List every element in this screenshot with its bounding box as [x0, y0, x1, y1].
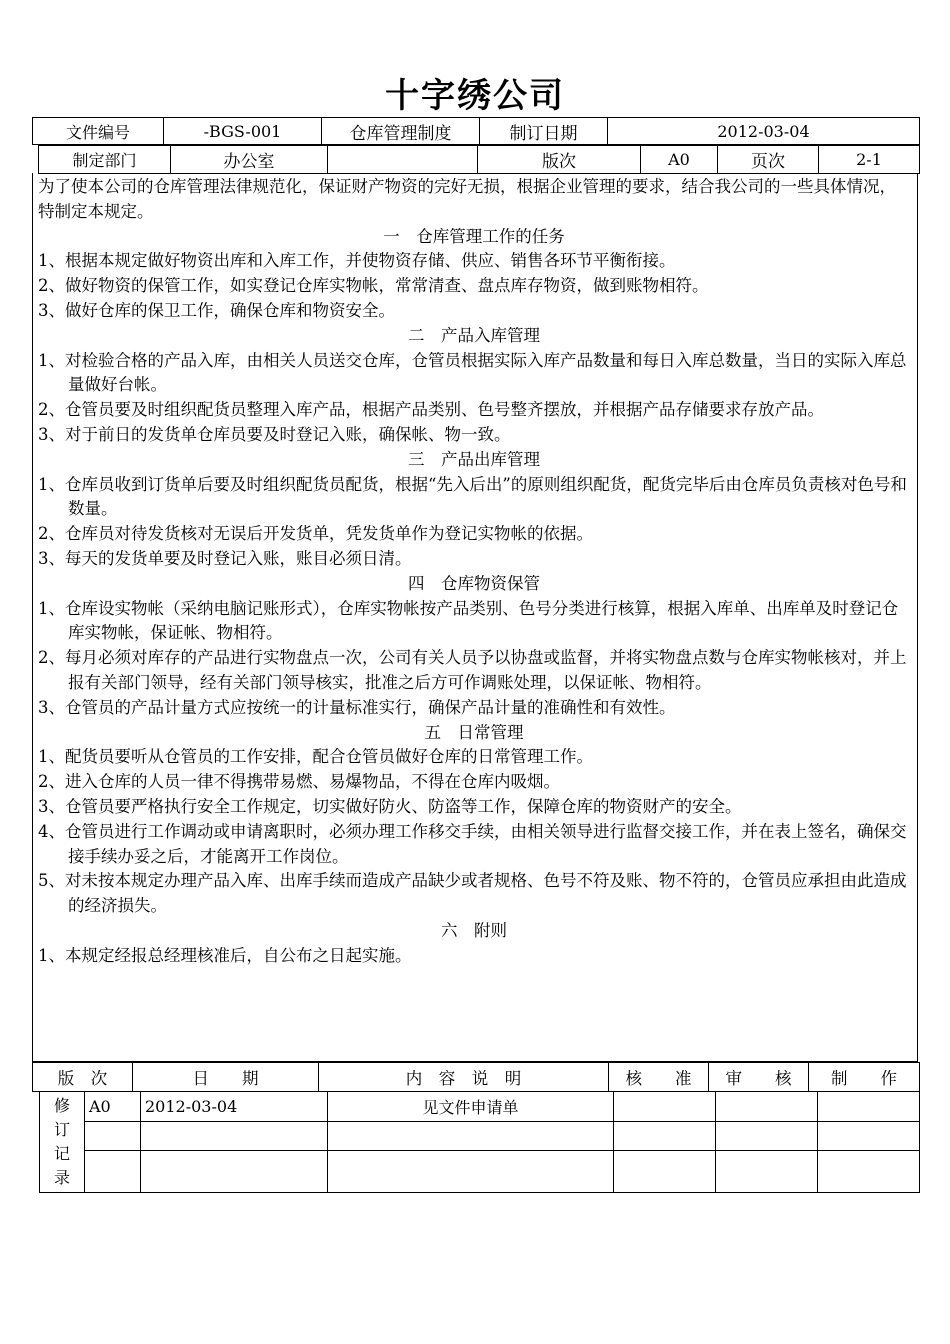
section-item: 2、仓库员对待发货核对无误后开发货单，凭发货单作为登记实物帐的依据。: [38, 524, 593, 544]
section-item: 2、仓管员要及时组织配货员整理入库产品，根据产品类别、色号整齐摆放，并根据产品存储要求存放产品。: [38, 400, 824, 420]
section-heading: 一 仓库管理工作的任务: [383, 226, 565, 246]
revision-date: [141, 1121, 328, 1151]
revision-date: [141, 1151, 328, 1193]
revision-col-version: 版 次: [33, 1063, 133, 1092]
revision-col-review: 审 核: [709, 1063, 809, 1092]
section-heading: 三 产品出库管理: [408, 449, 540, 469]
section-item: 1、仓库设实物帐（采纳电脑记账形式），仓库实物帐按产品类别、色号分类进行核算，根据入库单、出库单及时登记仓库实物帐，保证帐、物相符。: [38, 598, 899, 643]
revision-row: [40, 1151, 920, 1193]
blank-cell: [328, 146, 478, 174]
section-item: 3、对于前日的发货单仓库员要及时登记入账，确保帐、物一致。: [38, 424, 511, 444]
section-item: 1、本规定经报总经理核准后，自公布之日起实施。: [38, 945, 412, 965]
revision-content: 见文件申请单: [328, 1092, 614, 1122]
doc-no-label: 文件编号: [33, 118, 164, 145]
section-item: 2、进入仓库的人员一律不得携带易燃、易爆物品，不得在仓库内吸烟。: [38, 772, 560, 792]
revision-log-table: [39, 1091, 920, 1193]
doc-name: 仓库管理制度: [322, 118, 480, 145]
dept-value: 办公室: [171, 146, 328, 174]
section-item: 2、每月必须对库存的产品进行实物盘点一次，公司有关人员予以协盘或监督，并将实物盘点数与仓库实物帐核对，并上报有关部门领导，经有关部门领导核实，批准之后方可作调账处理，以保证帐、物相符。: [38, 648, 907, 692]
section-item: 2、做好物资的保管工作，如实登记仓库实物帐，常常清查、盘点库存物资，做到账物相符。: [38, 276, 709, 296]
section-item: 4、仓管员进行工作调动或申请离职时，必须办理工作移交手续，由相关领导进行监督交接工作，并在表上签名，确保交接手续办妥之后，才能离开工作岗位。: [38, 821, 907, 866]
revision-version: A0: [85, 1092, 141, 1122]
section-item: 3、仓管员要严格执行安全工作规定，切实做好防火、防盗等工作，保障仓库的物资财产的安全。: [38, 796, 742, 816]
revision-make: [818, 1121, 920, 1151]
section-heading: 六 附则: [441, 920, 507, 940]
header-table-row1: [32, 117, 920, 145]
dept-label: 制定部门: [39, 146, 171, 174]
revision-col-approve: 核 准: [609, 1063, 709, 1092]
revision-content: [328, 1121, 614, 1151]
revision-make: [818, 1092, 920, 1122]
version-value: A0: [641, 146, 718, 174]
intro-paragraph: 为了使本公司的仓库管理法律规范化，保证财产物资的完好无损，根据企业管理的要求，结合我公司的一些具体情况，特制定本规定。: [38, 177, 896, 221]
section-item: 1、仓库员收到订货单后要及时组织配货员配货，根据“先入后出”的原则组织配货，配货完毕后由仓库员负责核对色号和数量。: [38, 474, 907, 519]
revision-date: 2012-03-04: [141, 1092, 328, 1122]
document-body: [38, 175, 910, 969]
revision-side-label: 修 订 记 录: [40, 1092, 85, 1193]
document-title: 十字绣公司: [385, 76, 565, 116]
revision-header-table: [32, 1062, 920, 1092]
section-item: 3、仓管员的产品计量方式应按统一的计量标准实行，确保产品计量的准确性和有效性。: [38, 697, 676, 717]
revision-make: [818, 1151, 920, 1193]
section-heading: 四 仓库物资保管: [408, 573, 540, 593]
date-label: 制订日期: [480, 118, 608, 145]
section-item: 3、每天的发货单要及时登记入账，账目必须日清。: [38, 548, 412, 568]
revision-approve: [614, 1121, 716, 1151]
section-heading: 五 日常管理: [424, 722, 524, 742]
section-item: 1、根据本规定做好物资出库和入库工作，并使物资存储、供应、销售各环节平衡衔接。: [38, 251, 676, 271]
section-item: 3、做好仓库的保卫工作，确保仓库和物资安全。: [38, 300, 395, 320]
version-label: 版次: [478, 146, 641, 174]
revision-row: [40, 1092, 920, 1122]
revision-content: [328, 1151, 614, 1193]
revision-review: [716, 1121, 818, 1151]
revision-col-make: 制 作: [809, 1063, 920, 1092]
date-value: 2012-03-04: [608, 118, 920, 145]
revision-version: [85, 1121, 141, 1151]
section-item: 1、配货员要听从仓管员的工作安排，配合仓管员做好仓库的日常管理工作。: [38, 747, 593, 767]
revision-approve: [614, 1092, 716, 1122]
revision-approve: [614, 1151, 716, 1193]
revision-review: [716, 1151, 818, 1193]
section-heading: 二 产品入库管理: [408, 325, 540, 345]
revision-version: [85, 1151, 141, 1193]
revision-review: [716, 1092, 818, 1122]
section-item: 1、对检验合格的产品入库，由相关人员送交仓库，仓管员根据实际入库产品数量和每日入库总数量，当日的实际入库总量做好台帐。: [38, 350, 907, 395]
revision-col-content: 内 容 说 明: [319, 1063, 609, 1092]
header-table-row2: [38, 145, 920, 174]
section-item: 5、对未按本规定办理产品入库、出库手续而造成产品缺少或者规格、色号不符及账、物不符的，仓管员应承担由此造成的经济损失。: [38, 871, 907, 916]
revision-row: [40, 1121, 920, 1151]
doc-no: -BGS-001: [164, 118, 322, 145]
revision-col-date: 日 期: [133, 1063, 319, 1092]
page-value: 2-1: [819, 146, 920, 174]
page-label: 页次: [718, 146, 819, 174]
